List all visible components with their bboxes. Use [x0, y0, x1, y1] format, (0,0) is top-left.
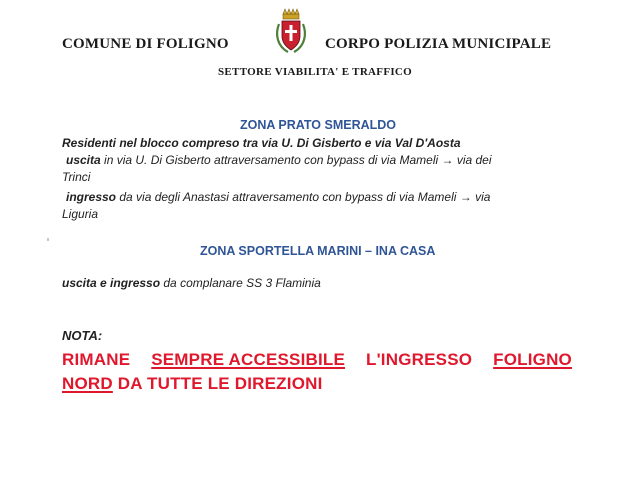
comune-title: COMUNE DI FOLIGNO	[62, 36, 229, 52]
residents-line: Residenti nel blocco compreso tra via U. Di Gisberto e via Val D'Aosta	[62, 136, 461, 150]
note-line-1	[62, 350, 572, 370]
note-word-ingresso: L'INGRESSO	[365, 350, 473, 369]
exit-line-cont: Trinci	[62, 170, 91, 184]
entry-line	[66, 190, 490, 204]
note-word-rimane: RIMANE	[62, 350, 131, 369]
zone-sportella-marini-title: ZONA SPORTELLA MARINI – INA CASA	[200, 244, 436, 258]
note-label: NOTA:	[62, 328, 103, 343]
sportella-text: da complanare SS 3 Flaminia	[160, 276, 321, 290]
exit-label: uscita	[66, 153, 101, 167]
note-word-sempre-accessibile: SEMPRE ACCESSIBILE	[151, 350, 346, 369]
entry-text: da via degli Anastasi attraversamento con bypass di via Mameli → via	[116, 190, 491, 204]
note-word-foligno: FOLIGNO	[493, 350, 572, 369]
entry-label: ingresso	[66, 190, 117, 204]
note-line-2	[62, 374, 323, 394]
sportella-line	[62, 276, 321, 290]
settore-subtitle: SETTORE VIABILITA' E TRAFFICO	[218, 66, 413, 78]
scan-speck	[47, 238, 49, 241]
exit-text: in via U. Di Gisberto attraversamento con bypass di via Mameli → via dei	[100, 153, 492, 167]
sportella-label: uscita e ingresso	[62, 276, 161, 290]
coat-of-arms-icon	[274, 8, 308, 54]
note-word-nord: NORD	[62, 374, 113, 393]
entry-line-cont: Liguria	[62, 207, 99, 221]
corpo-polizia-title: CORPO POLIZIA MUNICIPALE	[325, 36, 552, 52]
zone-prato-smeraldo-title: ZONA PRATO SMERALDO	[240, 118, 397, 132]
note-rest: DA TUTTE LE DIREZIONI	[112, 374, 323, 393]
exit-line	[66, 153, 492, 167]
